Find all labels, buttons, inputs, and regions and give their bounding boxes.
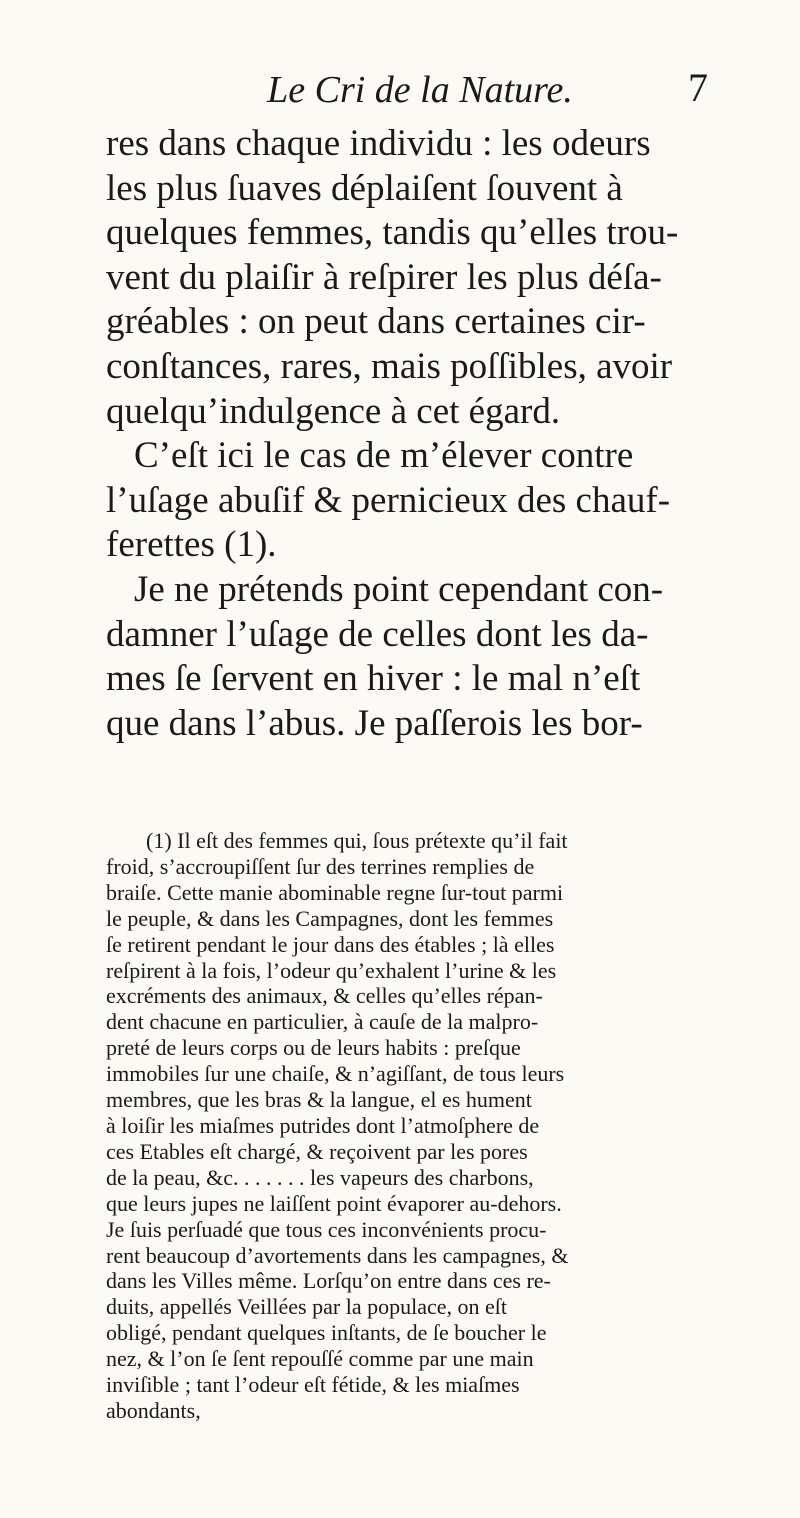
text-line: C’eſt ici le cas de m’élever contre: [134, 435, 634, 477]
running-title: Le Cri de la Nature.: [267, 69, 573, 111]
main-text: [106, 122, 796, 746]
footnote-line: (1) Il eſt des femmes qui, ſous prétexte qu’il fait: [146, 828, 568, 853]
text-line: vent du plaiſir à reſpirer les plus déſa-: [106, 256, 662, 298]
text-line: mes ſe ſervent en hiver : le mal n’eſt: [106, 658, 641, 700]
text-line: gréables : on peut dans certaines cir-: [106, 301, 646, 343]
footnote-line: excréments des animaux, & celles qu’elles répan-: [106, 983, 543, 1009]
footnote-line: ſe retirent pendant le jour dans des étables ; là elles: [106, 931, 555, 957]
footnote-line: duits, appellés Veillées par la populace, on eſt: [106, 1294, 507, 1320]
footnote-line: rent beaucoup d’avortements dans les campagnes, &: [106, 1242, 569, 1268]
footnote-line: membres, que les bras & la langue, el es hument: [106, 1087, 532, 1113]
footnote-line: dent chacune en particulier, à cauſe de la malpro-: [106, 1009, 539, 1035]
footnote-line: preté de leurs corps ou de leurs habits : preſque: [106, 1035, 521, 1061]
text-line: les plus ſuaves déplaiſent ſouvent à: [106, 167, 623, 209]
footnote-line: nez, & l’on ſe ſent repouſſé comme par une main: [106, 1346, 534, 1372]
footnote-line: obligé, pendant quelques inſtants, de ſe boucher le: [106, 1320, 547, 1346]
footnote-line: reſpirent à la fois, l’odeur qu’exhalent l’urine & les: [106, 957, 557, 983]
text-line: conſtances, rares, mais poſſibles, avoir: [106, 345, 673, 387]
footnote-line: Je ſuis perſuadé que tous ces inconvénients procu-: [106, 1216, 547, 1242]
footnote-line: à loiſir les miaſmes putrides dont l’atmoſphere de: [106, 1112, 540, 1138]
text-line: quelques femmes, tandis qu’elles trou-: [106, 212, 679, 254]
text-line: ferettes (1).: [106, 524, 277, 566]
footnote-line: que leurs jupes ne laiſſent point évaporer au-dehors.: [106, 1190, 562, 1216]
footnote-line: abondants,: [106, 1397, 201, 1423]
footnote-line: ces Etables eſt chargé, & reçoivent par les pores: [106, 1138, 528, 1164]
text-line: damner l’uſage de celles dont les da-: [106, 613, 649, 655]
footnote: [106, 828, 796, 1424]
footnote-line: froid, s’accroupiſſent ſur des terrines remplies de: [106, 853, 535, 879]
text-line: Je ne prétends point cependant con-: [134, 568, 664, 610]
text-line: quelqu’indulgence à cet égard.: [106, 390, 561, 432]
text-line: l’uſage abuſif & pernicieux des chauf-: [106, 479, 671, 521]
footnote-line: braiſe. Cette manie abominable regne ſur-tout parmi: [106, 879, 564, 905]
footnote-line: le peuple, & dans les Campagnes, dont les femmes: [106, 905, 554, 931]
footnote-line: immobiles ſur une chaiſe, & n’agiſſant, de tous leurs: [106, 1061, 565, 1087]
text-line: res dans chaque individu : les odeurs: [106, 123, 651, 164]
footnote-line: dans les Villes même. Lorſqu’on entre dans ces re-: [106, 1268, 551, 1294]
text-line: que dans l’abus. Je paſſerois les bor-: [106, 702, 643, 744]
footnote-line: de la peau, &c. . . . . . . les vapeurs des charbons,: [106, 1164, 534, 1190]
page-number: 7: [688, 65, 708, 110]
footnote-line: inviſible ; tant l’odeur eſt fétide, & les miaſmes: [106, 1372, 520, 1398]
